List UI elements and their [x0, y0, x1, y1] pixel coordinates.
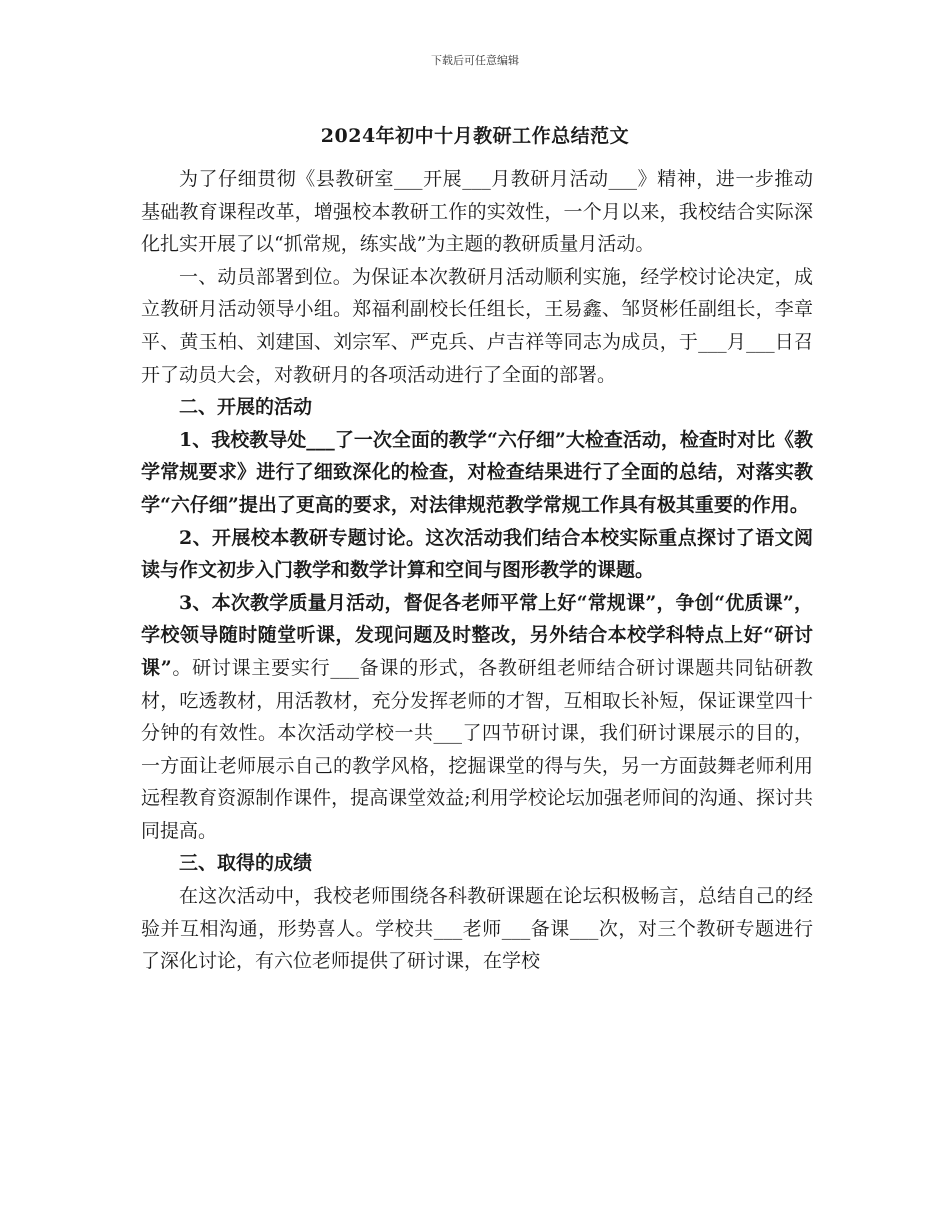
paragraph-intro: 为了仔细贯彻《县教研室___开展___月教研月活动___》精神，进一步推动基础教育课程改革，增强校本教研工作的实效性，一个月以来，我校结合实际深化扎实开展了以“抓常规，练实战”为主题的教研质量月活动。 — [141, 168, 813, 256]
paragraph-activity-3-bold: 3、本次教学质量月活动，督促各老师平常上好“常规课”，争创“优质课”，学校领导随时随堂听课，发现问题及时整改，另外结合本校学科特点上好“研讨课” — [141, 591, 813, 679]
paragraph-activity-1: 1、我校教导处___了一次全面的教学“六仔细”大检查活动，检查时对比《教学常规要求》进行了细致深化的检查，对检查结果进行了全面的总结，对落实教学“六仔细”提出了更高的要求，对法律规范教学常规工作具有极其重要的作用。 — [141, 428, 813, 516]
paragraph-activity-2: 2、开展校本教研专题讨论。这次活动我们结合本校实际重点探讨了语文阅读与作文初步入门教学和数学计算和空间与图形教学的课题。 — [141, 526, 813, 582]
section-heading-results: 三、取得的成绩 — [179, 852, 313, 875]
paragraph-activity-3-rest: 。研讨课主要实行___备课的形式，各教研组老师结合研讨课题共同钻研教材，吃透教材，用活教材，充分发挥老师的才智，互相取长补短，保证课堂四十分钟的有效性。本次活动学校一共___了四节研讨课，我们研讨课展示的目的，一方面让老师展示自己的教学风格，挖掘课堂的得与失，另一方面鼓舞老师利用远程教育资源制作课件，提高课堂效益;利用学校论坛加强老师间的沟通、探讨共同提高。 — [141, 656, 813, 842]
document-title: 2024年初中十月教研工作总结范文 — [320, 125, 630, 147]
paragraph-mobilization: 一、动员部署到位。为保证本次教研月活动顺利实施，经学校讨论决定，成立教研月活动领导小组。郑福利副校长任组长，王易鑫、邹贤彬任副组长，李章平、黄玉柏、刘建国、刘宗军、严克兵、卢吉祥等同志为成员，于___月___日召开了动员大会，对教研月的各项活动进行了全面的部署。 — [141, 265, 813, 386]
section-heading-activities: 二、开展的活动 — [179, 396, 313, 419]
paragraph-results: 在这次活动中，我校老师围绕各科教研课题在论坛积极畅言，总结自己的经验并互相沟通，形势喜人。学校共___老师___备课___次，对三个教研专题进行了深化讨论，有六位老师提供了研讨课，在学校 — [141, 885, 813, 973]
document-body — [141, 163, 813, 978]
header-note: 下载后可任意编辑 — [431, 54, 519, 67]
paragraph-activity-3 — [141, 587, 813, 848]
